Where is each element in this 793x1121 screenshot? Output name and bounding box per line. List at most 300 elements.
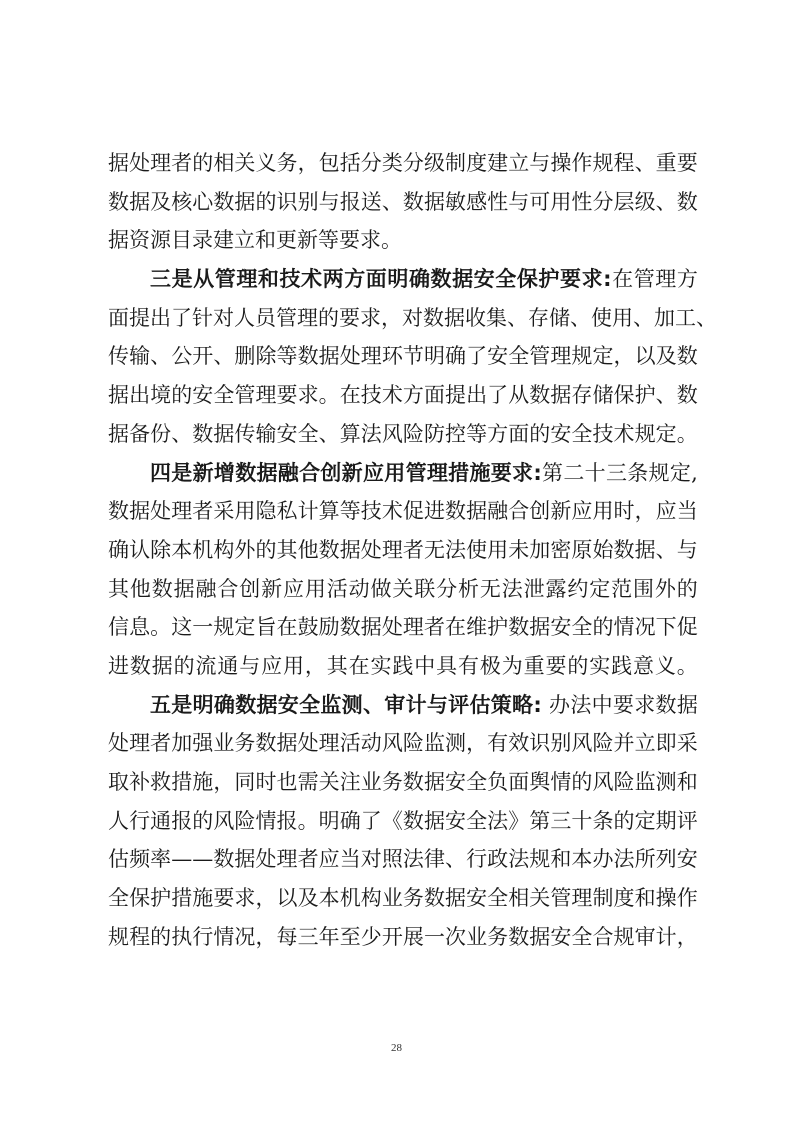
- text-char: 术: [613, 421, 635, 446]
- text-char: 全: [571, 615, 593, 640]
- text-char: 相: [213, 151, 235, 175]
- text-line: [108, 454, 698, 493]
- text-char: 的: [613, 808, 635, 833]
- text-char: 数: [529, 383, 551, 408]
- text-char: 效: [508, 731, 530, 756]
- text-char: 要: [276, 383, 298, 408]
- text-char: 、: [445, 847, 466, 872]
- text-char: 中: [591, 692, 613, 717]
- heading-char: 要: [559, 267, 581, 292]
- text-char: 了: [466, 344, 488, 369]
- text-char: 作: [571, 151, 593, 175]
- text-char: 构: [360, 886, 382, 911]
- heading-char: 确: [408, 267, 430, 292]
- text-char: 性: [571, 189, 593, 214]
- heading-char: 略: [512, 692, 534, 717]
- text-line: [108, 183, 698, 222]
- text-char: 情: [255, 808, 277, 833]
- text-char: 制: [445, 151, 466, 175]
- text-char: 情: [613, 615, 635, 640]
- text-char: 感: [466, 189, 488, 214]
- text-char: 数: [129, 653, 151, 678]
- text-char: 新: [550, 499, 572, 524]
- heading-char: 据: [256, 692, 278, 717]
- text-char: 理: [297, 305, 318, 330]
- heading-char: 技: [279, 267, 301, 292]
- text-char: 备: [129, 421, 151, 446]
- text-char: 本: [318, 886, 340, 911]
- text-char: 在: [348, 653, 370, 678]
- text-char: 数: [255, 731, 277, 756]
- text-char: 要: [676, 151, 698, 175]
- text-char: 求: [634, 692, 656, 717]
- text-char: 少: [360, 924, 382, 949]
- text-char: 理: [655, 267, 677, 292]
- text-char: 舆: [529, 770, 551, 794]
- text-char: 规: [108, 924, 129, 949]
- text-char: 的: [676, 576, 698, 601]
- text-char: 据: [529, 924, 551, 949]
- text-char: 识: [529, 731, 551, 756]
- text-char: 动: [348, 576, 370, 601]
- text-char: 同: [234, 770, 256, 794]
- text-char: 与: [318, 189, 340, 214]
- text-char: 定: [634, 808, 656, 833]
- text-char: 加: [171, 731, 193, 756]
- text-char: 应: [655, 499, 677, 524]
- text-char: 用: [304, 576, 326, 601]
- text-char: 确: [108, 537, 129, 562]
- heading-char: 与: [426, 692, 448, 717]
- text-char: 下: [655, 615, 677, 640]
- text-char: 评: [676, 808, 698, 833]
- text-char: 的: [171, 383, 193, 408]
- text-char: 计: [655, 924, 677, 949]
- heading-char: 术: [301, 267, 323, 292]
- text-char: 传: [108, 344, 129, 369]
- text-char: 期: [655, 808, 677, 833]
- text-char: 据: [129, 499, 151, 524]
- text-line: [108, 570, 698, 609]
- text-char: 理: [150, 151, 172, 175]
- text-char: 通: [217, 653, 239, 678]
- text-line: [108, 840, 698, 879]
- text-char: 包: [318, 151, 340, 175]
- heading-char: 三: [150, 267, 171, 292]
- text-char: 务: [402, 886, 424, 911]
- text-char: 面: [423, 383, 445, 408]
- text-char: 强: [192, 731, 214, 756]
- text-char: 定: [234, 615, 256, 640]
- text-char: 识: [276, 189, 298, 214]
- text-char: 风: [381, 421, 403, 446]
- text-char: 使: [591, 305, 612, 330]
- text-char: 、: [655, 383, 677, 408]
- text-char: 数: [318, 537, 340, 562]
- text-char: 者: [192, 499, 214, 524]
- text-char: 在: [276, 615, 298, 640]
- text-char: 度: [466, 151, 488, 175]
- text-char: 实: [589, 653, 611, 678]
- text-char: ，: [255, 886, 277, 911]
- text-char: 每: [276, 924, 298, 949]
- text-char: 通: [150, 808, 172, 833]
- page-number: 28: [391, 1042, 402, 1054]
- text-char: 资: [129, 228, 150, 253]
- text-char: 法: [570, 692, 592, 717]
- text-char: 安: [466, 886, 488, 911]
- text-char: 境: [150, 383, 172, 408]
- text-char: 监: [423, 731, 445, 756]
- text-char: 别: [550, 731, 572, 756]
- text-char: 集: [486, 305, 507, 330]
- text-char: 术: [381, 499, 403, 524]
- text-char: 立: [634, 731, 656, 756]
- text-char: 方: [402, 383, 424, 408]
- text-char: 求: [360, 305, 381, 330]
- text-char: 保: [129, 886, 151, 911]
- text-char: 面: [108, 305, 129, 330]
- text-char: 无: [423, 537, 445, 562]
- text-char: 要: [612, 692, 634, 717]
- text-char: 分: [592, 189, 614, 214]
- text-char: 政: [487, 847, 509, 872]
- text-line: [108, 763, 698, 802]
- text-char: 安: [445, 770, 466, 794]
- text-char: 务: [381, 770, 403, 794]
- text-char: 据: [173, 576, 195, 601]
- text-char: 险: [592, 731, 614, 756]
- text-char: 注: [339, 770, 361, 794]
- text-char: 其: [276, 537, 298, 562]
- text-char: 储: [592, 383, 614, 408]
- text-char: 理: [550, 344, 572, 369]
- text-char: ，: [676, 924, 698, 949]
- text-char: 相: [508, 886, 530, 911]
- text-char: 据: [234, 189, 256, 214]
- heading-char: 施: [469, 460, 491, 485]
- text-char: 数: [108, 499, 129, 524]
- text-char: 有: [458, 653, 479, 678]
- text-char: 据: [151, 653, 173, 678]
- heading-char: 护: [538, 267, 560, 292]
- text-char: 理: [171, 499, 193, 524]
- heading-char: 面: [365, 267, 387, 292]
- text-char: 采: [676, 731, 698, 756]
- text-char: 层: [613, 189, 635, 214]
- heading-char: 合: [299, 460, 321, 485]
- text-char: 约: [567, 576, 589, 601]
- text-line: [108, 221, 698, 260]
- text-char: 密: [550, 537, 572, 562]
- text-char: 、: [655, 537, 677, 562]
- text-char: 对: [213, 305, 234, 330]
- text-char: 》: [508, 808, 530, 833]
- text-char: 除: [255, 344, 277, 369]
- text-char: 行: [466, 847, 488, 872]
- text-char: 据: [108, 383, 129, 408]
- text-char: 理: [360, 344, 382, 369]
- text-char: 据: [276, 731, 298, 756]
- text-char: 全: [571, 421, 593, 446]
- text-char: 极: [479, 653, 501, 678]
- text-char: [542, 686, 549, 725]
- text-char: 作: [676, 886, 698, 911]
- text-char: 、: [570, 305, 591, 330]
- text-char: 息: [129, 615, 151, 640]
- heading-char: 数: [430, 267, 452, 292]
- text-char: 。: [381, 228, 402, 253]
- text-char: 人: [108, 808, 129, 833]
- text-char: 分: [360, 151, 382, 175]
- text-char: 要: [339, 228, 360, 253]
- text-char: 出: [129, 383, 151, 408]
- text-char: 做: [370, 576, 392, 601]
- heading-char: 融: [277, 460, 299, 485]
- text-char: 全: [108, 886, 129, 911]
- text-char: 输: [129, 344, 151, 369]
- text-char: 。: [676, 653, 698, 678]
- text-char: 处: [129, 151, 151, 175]
- text-char: 提: [445, 383, 466, 408]
- text-char: 以: [634, 344, 656, 369]
- text-char: 算: [318, 499, 340, 524]
- text-char: 报: [276, 808, 298, 833]
- text-char: 法: [445, 537, 466, 562]
- heading-char: 是: [171, 460, 193, 485]
- text-char: 三: [605, 460, 627, 485]
- text-char: 数: [676, 383, 698, 408]
- text-char: 程: [129, 924, 151, 949]
- text-char: 这: [171, 615, 193, 640]
- text-char: 析: [458, 576, 479, 601]
- text-char: 目: [171, 228, 192, 253]
- text-char: 明: [423, 344, 445, 369]
- text-char: 重: [523, 653, 545, 678]
- text-char: 中: [414, 653, 436, 678]
- text-char: 法: [508, 847, 530, 872]
- text-char: 风: [571, 731, 593, 756]
- text-char: 和: [255, 228, 276, 253]
- text-char: 面: [508, 770, 530, 794]
- text-char: 条: [627, 460, 649, 485]
- text-char: 据: [234, 847, 256, 872]
- text-char: 创: [529, 499, 551, 524]
- text-char: 私: [276, 499, 298, 524]
- text-line: [108, 918, 698, 957]
- heading-char: 要: [490, 460, 512, 485]
- heading-char: 管: [405, 460, 427, 485]
- text-char: 创: [239, 576, 261, 601]
- text-char: 数: [192, 421, 214, 446]
- text-char: 险: [234, 808, 256, 833]
- text-char: 安: [550, 421, 572, 446]
- text-char: 时: [255, 770, 277, 794]
- text-line: [108, 415, 698, 454]
- text-line: [108, 647, 698, 686]
- text-char: 至: [339, 924, 361, 949]
- text-char: 鼓: [297, 615, 319, 640]
- text-char: 数: [108, 189, 129, 214]
- text-char: 全: [487, 886, 509, 911]
- heading-char: 新: [341, 460, 363, 485]
- text-line: [108, 802, 698, 841]
- text-char: 义: [654, 653, 676, 678]
- text-char: 括: [339, 151, 361, 175]
- text-char: 出: [150, 305, 171, 330]
- text-char: 年: [318, 924, 340, 949]
- text-char: 用: [592, 499, 614, 524]
- heading-char: 和: [257, 267, 279, 292]
- text-char: 、: [634, 151, 656, 175]
- text-char: 保: [613, 383, 635, 408]
- text-char: 也: [276, 770, 298, 794]
- text-char: 、: [318, 421, 340, 446]
- text-char: 分: [402, 151, 424, 175]
- text-char: 用: [487, 537, 509, 562]
- text-char: ,: [691, 460, 698, 485]
- text-char: 规: [648, 460, 670, 485]
- text-char: 在: [445, 615, 466, 640]
- text-char: 及: [297, 886, 319, 911]
- text-char: 在: [612, 267, 634, 292]
- text-char: 规: [213, 615, 235, 640]
- text-char: 围: [633, 576, 654, 601]
- text-char: 管: [529, 344, 551, 369]
- text-char: 应: [571, 499, 593, 524]
- text-char: 环: [381, 344, 403, 369]
- text-char: 维: [466, 615, 488, 640]
- text-char: 构: [213, 537, 235, 562]
- heading-char: 据: [256, 460, 278, 485]
- text-char: 规: [571, 344, 593, 369]
- text-line: [108, 724, 698, 763]
- text-char: 实: [370, 653, 392, 678]
- text-char: 、: [213, 344, 235, 369]
- heading-char: 明: [192, 692, 214, 717]
- text-char: 员: [255, 305, 276, 330]
- text-char: 即: [655, 731, 677, 756]
- text-char: 融: [487, 499, 509, 524]
- text-char: 安: [276, 421, 298, 446]
- text-char: 重: [655, 151, 677, 175]
- text-char: 确: [339, 808, 361, 833]
- text-char: 程: [613, 151, 635, 175]
- text-char: 加: [654, 305, 675, 330]
- text-char: 据: [213, 421, 235, 446]
- text-char: 具: [436, 653, 458, 678]
- text-char: 了: [360, 808, 382, 833]
- text-char: 安: [550, 615, 572, 640]
- heading-char: :: [533, 460, 542, 485]
- text-char: 励: [318, 615, 340, 640]
- text-char: 据: [444, 305, 465, 330]
- text-char: ，: [381, 305, 402, 330]
- text-char: 数: [676, 189, 698, 214]
- text-char: 类: [381, 151, 403, 175]
- text-char: 十: [571, 808, 593, 833]
- text-char: 全: [213, 383, 235, 408]
- text-char: 者: [150, 731, 172, 756]
- text-char: 者: [297, 847, 319, 872]
- text-char: 措: [171, 770, 193, 794]
- text-char: 规: [613, 924, 635, 949]
- text-char: 确: [445, 344, 466, 369]
- text-char: 险: [402, 731, 424, 756]
- text-char: 算: [339, 421, 361, 446]
- text-char: 源: [150, 228, 171, 253]
- text-char: 法: [360, 421, 382, 446]
- text-char: 旨: [255, 615, 277, 640]
- heading-char: 新: [192, 460, 214, 485]
- text-char: 据: [634, 537, 656, 562]
- text-char: 理: [129, 731, 151, 756]
- text-char: 度: [613, 886, 635, 911]
- text-char: 意: [633, 653, 654, 678]
- text-char: 律: [423, 847, 445, 872]
- text-char: 负: [487, 770, 509, 794]
- text-char: 操: [655, 886, 677, 911]
- heading-char: 管: [214, 267, 236, 292]
- text-char: 进: [108, 653, 129, 678]
- text-char: 全: [508, 344, 530, 369]
- text-line: [108, 376, 698, 415]
- text-char: 测: [655, 770, 677, 794]
- heading-char: 评: [448, 692, 470, 717]
- text-char: 出: [466, 383, 488, 408]
- text-char: 露: [545, 576, 567, 601]
- text-char: 照: [381, 847, 403, 872]
- text-char: 收: [465, 305, 486, 330]
- heading-char: 措: [448, 460, 470, 485]
- text-line: [108, 879, 698, 918]
- text-char: 管: [550, 886, 572, 911]
- text-char: 活: [339, 731, 361, 756]
- text-char: 管: [276, 305, 297, 330]
- heading-char: 理: [236, 267, 258, 292]
- text-char: 者: [423, 615, 445, 640]
- text-char: 二: [563, 460, 585, 485]
- text-char: 求: [234, 886, 256, 911]
- text-char: ，: [213, 770, 235, 794]
- text-char: ，: [297, 151, 319, 175]
- text-char: 无: [479, 576, 501, 601]
- text-char: 率: [150, 847, 172, 872]
- text-char: 机: [192, 537, 214, 562]
- text-char: ，: [304, 653, 326, 678]
- heading-char: 估: [469, 692, 491, 717]
- text-char: 数: [613, 537, 635, 562]
- heading-char: 从: [193, 267, 215, 292]
- text-char: 需: [297, 770, 319, 794]
- heading-char: 数: [235, 460, 257, 485]
- heading-char: 五: [150, 692, 171, 717]
- text-char: 的: [571, 770, 593, 794]
- text-char: 管: [234, 383, 256, 408]
- text-char: 第: [542, 460, 564, 485]
- text-char: 安: [192, 383, 214, 408]
- text-char: 据: [423, 189, 445, 214]
- text-char: 建: [213, 228, 234, 253]
- text-char: —: [192, 847, 214, 872]
- text-char: 。: [297, 808, 319, 833]
- text-char: 立: [508, 151, 530, 175]
- text-char: 救: [150, 770, 172, 794]
- text-char: 从: [508, 383, 530, 408]
- text-char: 在: [339, 383, 361, 408]
- text-char: 展: [402, 924, 424, 949]
- text-char: 安: [550, 924, 572, 949]
